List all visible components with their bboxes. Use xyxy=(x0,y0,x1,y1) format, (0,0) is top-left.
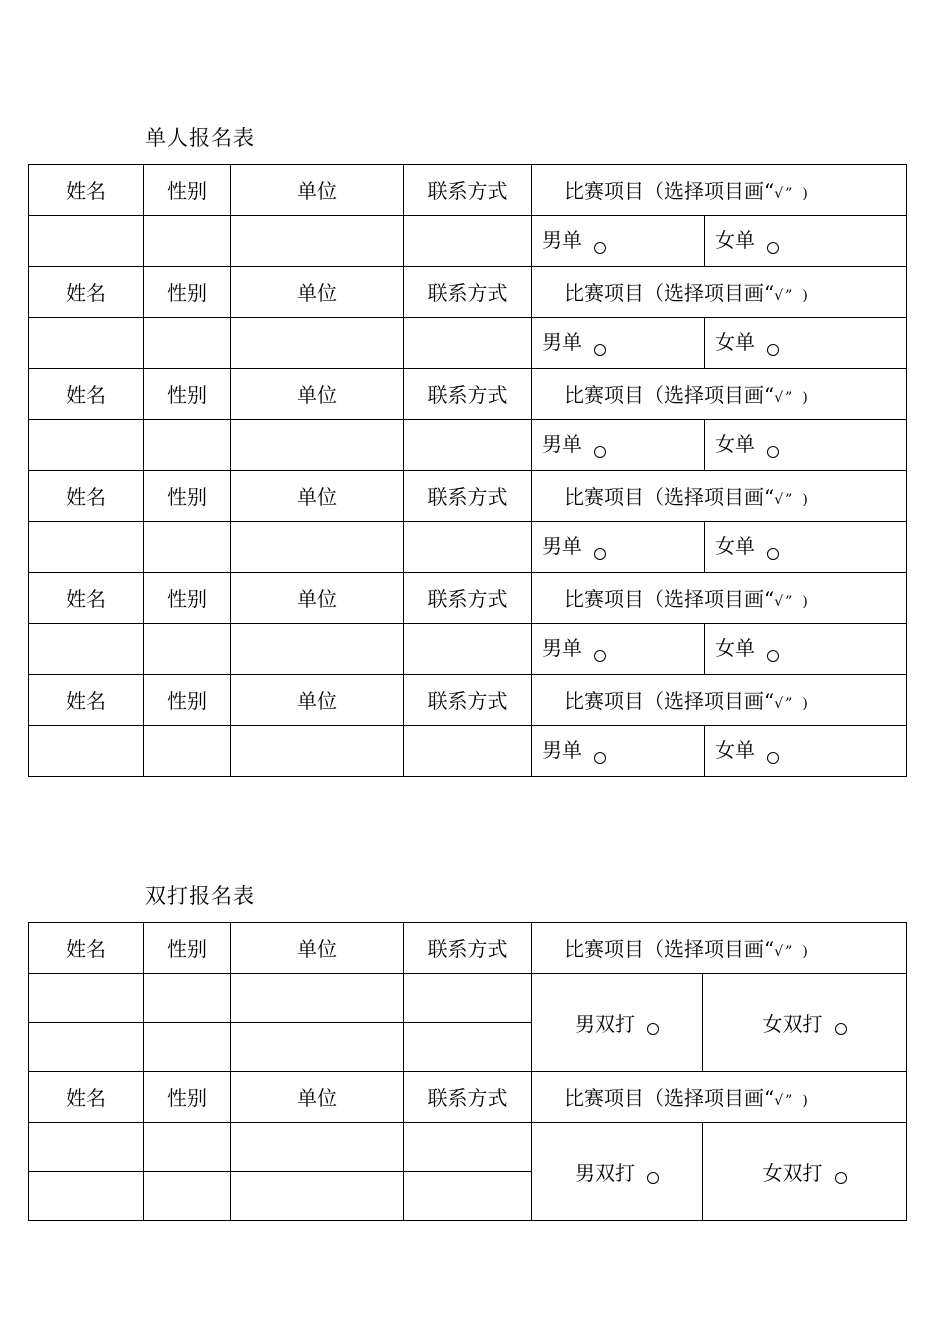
contact-field[interactable] xyxy=(404,1123,532,1172)
unit-field[interactable] xyxy=(231,624,404,675)
event-option-0[interactable] xyxy=(532,420,705,471)
event-header-close: ) xyxy=(802,288,808,304)
header-row xyxy=(29,471,907,522)
event-header-close: ) xyxy=(802,390,808,406)
doubles-form-title: 双打报名表 xyxy=(145,884,255,908)
contact-header: 联系方式 xyxy=(404,675,532,726)
check-mark-text: √” xyxy=(774,594,795,610)
contact-field[interactable] xyxy=(404,522,532,573)
unit-header: 单位 xyxy=(231,369,404,420)
event-option-label: 男单 xyxy=(542,329,582,354)
check-mark-text: √” xyxy=(774,492,795,508)
gender-header: 性别 xyxy=(144,267,231,318)
radio-circle-icon[interactable] xyxy=(835,1023,847,1035)
contact-field[interactable] xyxy=(404,974,532,1023)
unit-field[interactable] xyxy=(231,1123,404,1172)
radio-circle-icon[interactable] xyxy=(594,650,606,662)
unit-field[interactable] xyxy=(231,420,404,471)
event-header-text: 比赛项目（选择项目画“ xyxy=(564,281,775,305)
event-option-label: 女单 xyxy=(715,533,755,558)
name-header: 姓名 xyxy=(29,573,144,624)
name-field[interactable] xyxy=(29,726,144,777)
event-header-text: 比赛项目（选择项目画“ xyxy=(564,937,775,961)
event-option-label: 男单 xyxy=(542,533,582,558)
entry-row xyxy=(29,624,907,675)
contact-header: 联系方式 xyxy=(404,369,532,420)
radio-circle-icon[interactable] xyxy=(835,1172,847,1184)
entry-row xyxy=(29,420,907,471)
unit-header: 单位 xyxy=(231,1072,404,1123)
gender-header: 性别 xyxy=(144,369,231,420)
contact-field[interactable] xyxy=(404,216,532,267)
header-row xyxy=(29,267,907,318)
unit-field[interactable] xyxy=(231,1172,404,1221)
check-mark-text: √” xyxy=(774,944,795,960)
single-registration-table xyxy=(28,164,907,777)
event-option-label: 女单 xyxy=(715,227,755,252)
entry-row xyxy=(29,726,907,777)
event-header-text: 比赛项目（选择项目画“ xyxy=(564,179,775,203)
event-header-close: ) xyxy=(802,492,808,508)
entry-row xyxy=(29,522,907,573)
radio-circle-icon[interactable] xyxy=(594,242,606,254)
contact-field[interactable] xyxy=(404,1023,532,1072)
contact-header: 联系方式 xyxy=(404,1072,532,1123)
event-option-0[interactable] xyxy=(532,522,705,573)
contact-field[interactable] xyxy=(404,624,532,675)
event-option-label: 男单 xyxy=(542,635,582,660)
event-option-label: 男单 xyxy=(542,431,582,456)
event-option-label: 男双打 xyxy=(575,1161,635,1185)
radio-circle-icon[interactable] xyxy=(647,1172,659,1184)
event-option-1[interactable] xyxy=(705,216,907,267)
radio-circle-icon[interactable] xyxy=(647,1023,659,1035)
radio-circle-icon[interactable] xyxy=(594,548,606,560)
entry-row xyxy=(29,1123,907,1172)
event-header xyxy=(532,923,907,974)
event-header-text: 比赛项目（选择项目画“ xyxy=(564,587,775,611)
contact-field[interactable] xyxy=(404,726,532,777)
contact-field[interactable] xyxy=(404,318,532,369)
event-option-1[interactable] xyxy=(705,420,907,471)
event-option-label: 女双打 xyxy=(762,1012,823,1036)
contact-header: 联系方式 xyxy=(404,471,532,522)
event-header xyxy=(532,573,907,624)
event-option-label: 男单 xyxy=(542,737,582,762)
event-header xyxy=(532,1072,907,1123)
event-header xyxy=(532,471,907,522)
name-field[interactable] xyxy=(29,420,144,471)
gender-field[interactable] xyxy=(144,1172,231,1221)
event-header xyxy=(532,675,907,726)
unit-header: 单位 xyxy=(231,573,404,624)
event-option-label: 女单 xyxy=(715,329,755,354)
contact-header: 联系方式 xyxy=(404,267,532,318)
unit-field[interactable] xyxy=(231,1023,404,1072)
event-option-0[interactable] xyxy=(532,974,703,1072)
event-option-1[interactable] xyxy=(705,726,907,777)
entry-row xyxy=(29,318,907,369)
event-option-1[interactable] xyxy=(705,624,907,675)
entry-row xyxy=(29,216,907,267)
check-mark-text: √” xyxy=(774,288,795,304)
event-header xyxy=(532,165,907,216)
radio-circle-icon[interactable] xyxy=(594,344,606,356)
header-row xyxy=(29,573,907,624)
name-field[interactable] xyxy=(29,1023,144,1072)
gender-field[interactable] xyxy=(144,624,231,675)
radio-circle-icon[interactable] xyxy=(767,446,779,458)
contact-header: 联系方式 xyxy=(404,573,532,624)
event-option-label: 女单 xyxy=(715,737,755,762)
check-mark-text: √” xyxy=(774,186,795,202)
gender-field[interactable] xyxy=(144,726,231,777)
name-header: 姓名 xyxy=(29,923,144,974)
header-row xyxy=(29,923,907,974)
radio-circle-icon[interactable] xyxy=(594,752,606,764)
entry-row xyxy=(29,974,907,1023)
unit-header: 单位 xyxy=(231,675,404,726)
event-option-label: 女单 xyxy=(715,635,755,660)
unit-field[interactable] xyxy=(231,318,404,369)
name-header: 姓名 xyxy=(29,267,144,318)
name-field[interactable] xyxy=(29,216,144,267)
event-option-0[interactable] xyxy=(532,216,705,267)
gender-field[interactable] xyxy=(144,1023,231,1072)
radio-circle-icon[interactable] xyxy=(767,548,779,560)
event-option-1[interactable] xyxy=(705,318,907,369)
single-form-title: 单人报名表 xyxy=(145,126,255,150)
check-mark-text: √” xyxy=(774,696,795,712)
header-row xyxy=(29,1072,907,1123)
gender-header: 性别 xyxy=(144,675,231,726)
event-header-text: 比赛项目（选择项目画“ xyxy=(564,485,775,509)
radio-circle-icon[interactable] xyxy=(767,650,779,662)
name-field[interactable] xyxy=(29,1123,144,1172)
name-header: 姓名 xyxy=(29,471,144,522)
event-option-0[interactable] xyxy=(532,624,705,675)
name-field[interactable] xyxy=(29,522,144,573)
gender-field[interactable] xyxy=(144,216,231,267)
contact-field[interactable] xyxy=(404,420,532,471)
event-option-1[interactable] xyxy=(703,1123,907,1221)
name-header: 姓名 xyxy=(29,165,144,216)
gender-field[interactable] xyxy=(144,974,231,1023)
event-option-label: 男单 xyxy=(542,227,582,252)
header-row xyxy=(29,369,907,420)
gender-header: 性别 xyxy=(144,471,231,522)
contact-header: 联系方式 xyxy=(404,923,532,974)
radio-circle-icon[interactable] xyxy=(767,344,779,356)
unit-field[interactable] xyxy=(231,522,404,573)
name-field[interactable] xyxy=(29,318,144,369)
contact-header: 联系方式 xyxy=(404,165,532,216)
name-field[interactable] xyxy=(29,624,144,675)
gender-header: 性别 xyxy=(144,1072,231,1123)
name-header: 姓名 xyxy=(29,369,144,420)
event-option-1[interactable] xyxy=(703,974,907,1072)
event-header-text: 比赛项目（选择项目画“ xyxy=(564,1086,775,1110)
unit-header: 单位 xyxy=(231,165,404,216)
radio-circle-icon[interactable] xyxy=(767,242,779,254)
radio-circle-icon[interactable] xyxy=(594,446,606,458)
event-header-text: 比赛项目（选择项目画“ xyxy=(564,689,775,713)
gender-field[interactable] xyxy=(144,420,231,471)
name-header: 姓名 xyxy=(29,675,144,726)
gender-field[interactable] xyxy=(144,318,231,369)
radio-circle-icon[interactable] xyxy=(767,752,779,764)
gender-field[interactable] xyxy=(144,1123,231,1172)
event-option-label: 女单 xyxy=(715,431,755,456)
unit-header: 单位 xyxy=(231,471,404,522)
event-header-close: ) xyxy=(802,1093,808,1109)
unit-field[interactable] xyxy=(231,216,404,267)
event-option-label: 男双打 xyxy=(575,1012,635,1036)
event-header-text: 比赛项目（选择项目画“ xyxy=(564,383,775,407)
event-header-close: ) xyxy=(802,186,808,202)
name-field[interactable] xyxy=(29,974,144,1023)
contact-field[interactable] xyxy=(404,1172,532,1221)
gender-field[interactable] xyxy=(144,522,231,573)
unit-header: 单位 xyxy=(231,923,404,974)
gender-header: 性别 xyxy=(144,923,231,974)
doubles-registration-table xyxy=(28,922,907,1221)
event-option-1[interactable] xyxy=(705,522,907,573)
unit-header: 单位 xyxy=(231,267,404,318)
event-header xyxy=(532,369,907,420)
event-option-0[interactable] xyxy=(532,726,705,777)
header-row xyxy=(29,165,907,216)
check-mark-text: √” xyxy=(774,390,795,406)
event-header xyxy=(532,267,907,318)
name-field[interactable] xyxy=(29,1172,144,1221)
name-header: 姓名 xyxy=(29,1072,144,1123)
check-mark-text: √” xyxy=(774,1093,795,1109)
event-header-close: ) xyxy=(802,944,808,960)
event-option-label: 女双打 xyxy=(762,1161,823,1185)
event-header-close: ) xyxy=(802,696,808,712)
event-option-0[interactable] xyxy=(532,318,705,369)
unit-field[interactable] xyxy=(231,974,404,1023)
unit-field[interactable] xyxy=(231,726,404,777)
event-header-close: ) xyxy=(802,594,808,610)
header-row xyxy=(29,675,907,726)
gender-header: 性别 xyxy=(144,573,231,624)
event-option-0[interactable] xyxy=(532,1123,703,1221)
gender-header: 性别 xyxy=(144,165,231,216)
